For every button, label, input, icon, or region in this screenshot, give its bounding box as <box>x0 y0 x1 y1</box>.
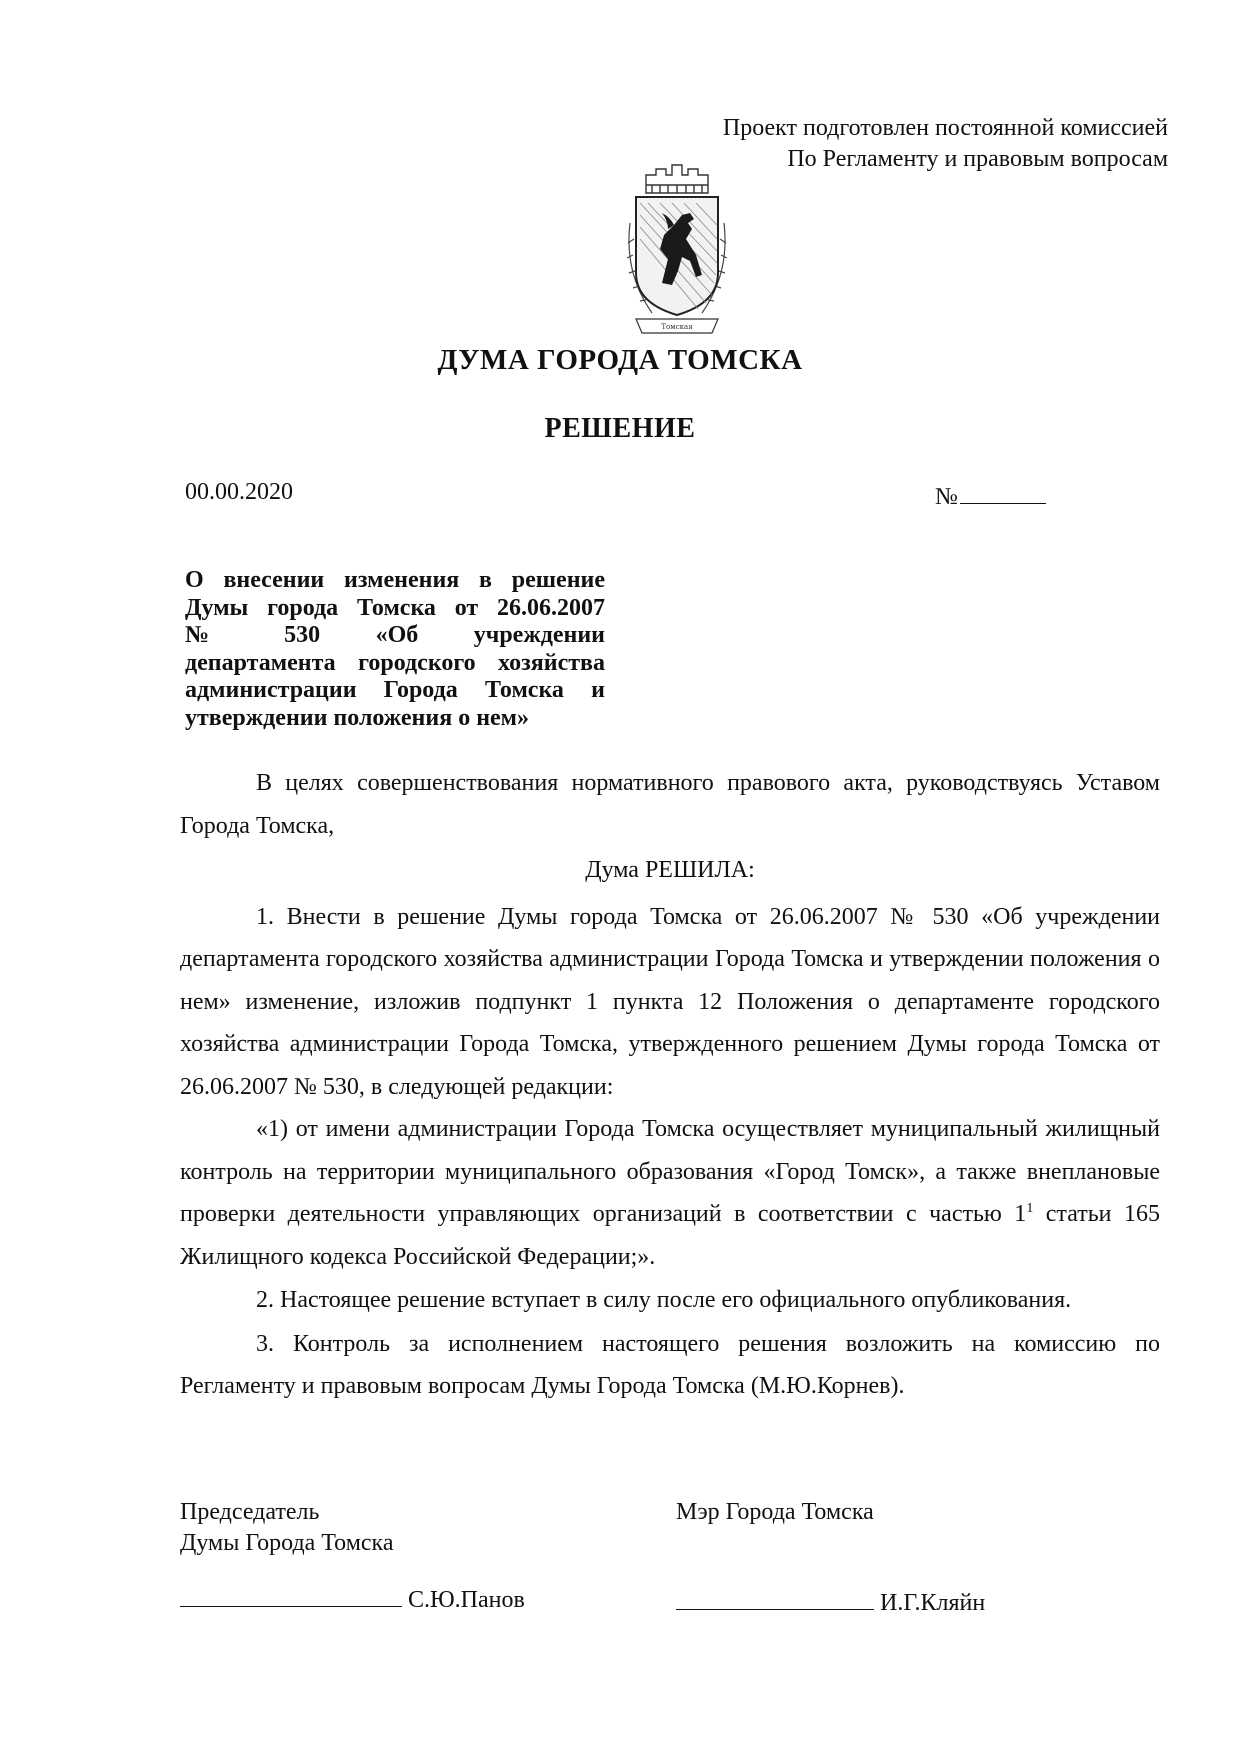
number-blank <box>960 479 1046 504</box>
item-1-quote-text-end: статьи 165 Жилищного кодекса Российской Федерации;». <box>180 1201 1160 1270</box>
chairman-title-line-1: Председатель <box>180 1499 320 1525</box>
mayor-title: Мэр Города Томска <box>676 1499 874 1525</box>
item-3: 3. Контроль за исполнением настоящего решения возложить на комиссию по Регламенту и правовым вопросам Думы Города Томска (М.Ю.Корнев). <box>180 1330 1160 1399</box>
item-2: 2. Настоящее решение вступает в силу после его официального опубликования. <box>256 1287 1072 1313</box>
document-subject <box>185 567 605 732</box>
number-label: № <box>935 484 958 510</box>
document-number <box>935 479 1046 511</box>
subject-line-5: администрации Города Томска и <box>185 677 605 703</box>
resolution-heading: Дума РЕШИЛА: <box>585 857 755 883</box>
chairman-title-line-2: Думы Города Томска <box>180 1530 394 1556</box>
subject-line-4: департамента городского хозяйства <box>185 649 605 676</box>
mayor-signature-blank <box>676 1585 874 1610</box>
document-date: 00.00.2020 <box>185 479 293 505</box>
prepared-by-note <box>468 113 1168 175</box>
subject-line-3: № 530 «Об учреждении <box>185 622 605 648</box>
signature-block-chairman <box>180 1497 394 1559</box>
item-1-quote <box>180 1108 1160 1278</box>
prepared-by-line-2: По Регламенту и правовым вопросам <box>787 146 1168 172</box>
subject-line-1: О внесении изменения в решение <box>185 567 605 593</box>
mayor-name: И.Г.Кляйн <box>880 1590 986 1616</box>
chairman-signature-line <box>180 1582 525 1614</box>
document-body <box>180 762 1160 1408</box>
preamble: В целях совершенствования нормативного правового акта, руководствуясь Уставом Города Томска, <box>180 770 1160 839</box>
svg-text:Томская: Томская <box>661 323 693 331</box>
document-type: РЕШЕНИЕ <box>544 413 696 444</box>
chairman-signature-blank <box>180 1582 402 1607</box>
signature-block-mayor <box>676 1497 874 1528</box>
item-1-quote-superscript: 1 <box>1026 1201 1034 1216</box>
item-1: 1. Внести в решение Думы города Томска от 26.06.2007 № 530 «Об учреждении департамента городского хозяйства администрации Города Томска и утверждении положения о нем» изменение, изложив подпункт 1 пункта 12 Положения о департаменте городского хозяйства администрации Города Томска, утвержденного решением Думы города Томска от 26.06.2007 № 530, в следующей редакции: <box>180 903 1160 1100</box>
item-1-quote-text: «1) от имени администрации Города Томска осуществляет муниципальный жилищный контроль на территории муниципального образования «Город Томск», а также внеплановые проверки деятельности управляющих организаций в соответствии с частью 1 <box>180 1116 1160 1227</box>
chairman-name: С.Ю.Панов <box>408 1587 525 1613</box>
subject-line-2: Думы города Томска от 26.06.2007 <box>185 594 605 621</box>
prepared-by-line-1: Проект подготовлен постоянной комиссией <box>722 115 1168 141</box>
tomsk-coat-of-arms-icon <box>622 163 732 339</box>
mayor-signature-line <box>676 1585 985 1617</box>
subject-line-6: утверждении положения о нем» <box>185 704 530 731</box>
organization-title: ДУМА ГОРОДА ТОМСКА <box>437 344 803 376</box>
